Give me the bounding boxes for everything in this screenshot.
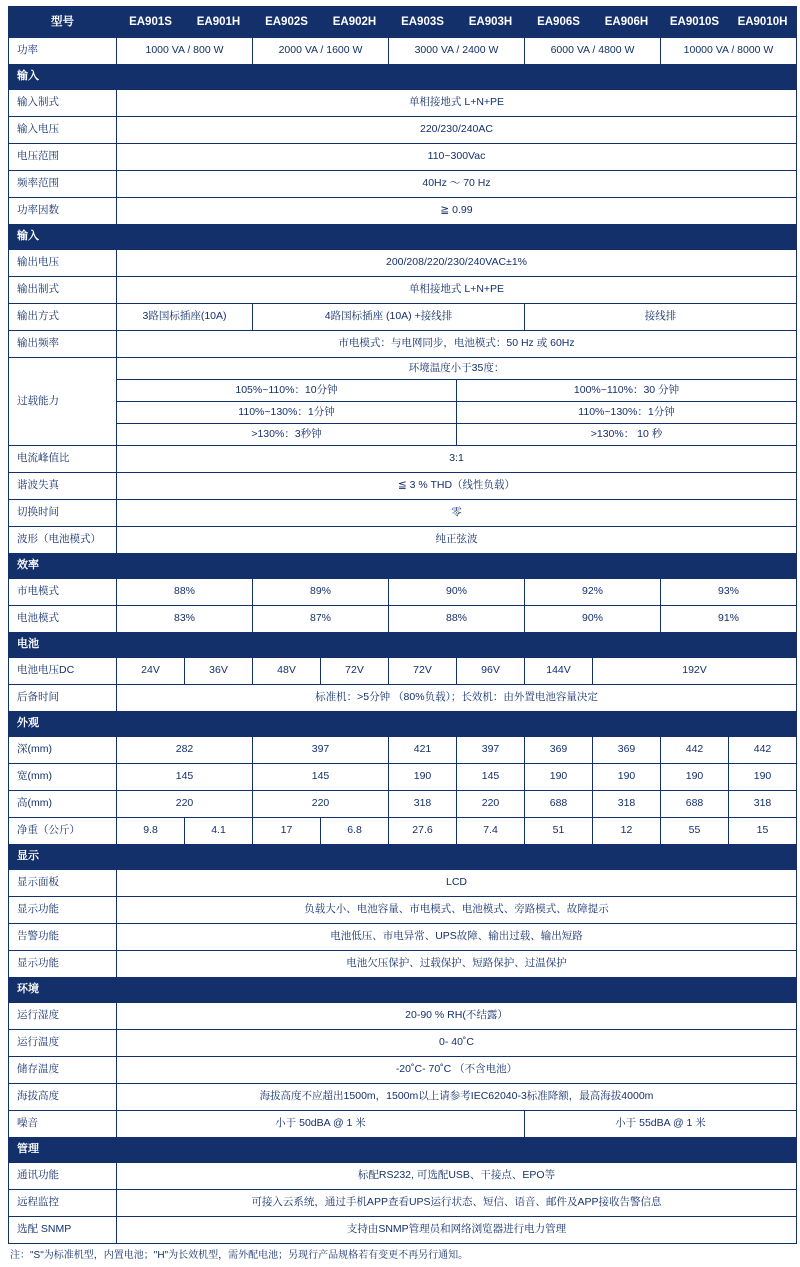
width-7: 190 [661, 764, 729, 791]
battery-backup-value: 标准机：>5分钟 （80%负载）；长效机：由外置电池容量决定 [117, 685, 797, 712]
input-freq-label: 频率范围 [9, 171, 117, 198]
table-header-row [9, 7, 797, 38]
altitude-row [9, 1084, 797, 1111]
output-voltage-label: 输出电压 [9, 250, 117, 277]
overload-note: 环境温度小于35度： [117, 358, 797, 380]
display-func-row [9, 897, 797, 924]
alarm-func-value: 电池低压、市电异常、UPS故障、输出过载、输出短路 [117, 924, 797, 951]
eff-battery-4: 90% [525, 606, 661, 633]
waveform-label: 波形（电池模式） [9, 527, 117, 554]
overload-row-3 [9, 424, 797, 446]
width-6: 190 [593, 764, 661, 791]
transfer-value: 零 [117, 500, 797, 527]
battery-backup-label: 后备时间 [9, 685, 117, 712]
depth-4: 397 [457, 737, 525, 764]
width-label: 宽(mm) [9, 764, 117, 791]
battery-dc-label: 电池电压DC [9, 658, 117, 685]
output-freq-value: 市电模式：与电网同步，电池模式：50 Hz 或 60Hz [117, 331, 797, 358]
crest-row [9, 446, 797, 473]
eff-battery-5: 91% [661, 606, 797, 633]
section-efficiency [9, 554, 797, 579]
width-3: 190 [389, 764, 457, 791]
output-system-label: 输出制式 [9, 277, 117, 304]
section-display-label: 显示 [9, 845, 797, 870]
weight-6: 7.4 [457, 818, 525, 845]
overload-right-3: >130%： 10 秒 [457, 424, 797, 446]
battery-dc-1: 24V [117, 658, 185, 685]
crest-value: 3:1 [117, 446, 797, 473]
overload-right-2: 110%~130%：1分钟 [457, 402, 797, 424]
section-appearance-label: 外观 [9, 712, 797, 737]
power-2k: 2000 VA / 1600 W [253, 38, 389, 65]
eff-mains-4: 92% [525, 579, 661, 606]
overload-row-2 [9, 402, 797, 424]
protect-func-label: 显示功能 [9, 951, 117, 978]
section-input-2 [9, 225, 797, 250]
model-ea901h: EA901H [185, 7, 253, 38]
remote-label: 远程监控 [9, 1190, 117, 1217]
height-4: 220 [457, 791, 525, 818]
model-ea903h: EA903H [457, 7, 525, 38]
alarm-func-label: 告警功能 [9, 924, 117, 951]
protect-func-row [9, 951, 797, 978]
input-freq-value: 40Hz ～ 70 Hz [117, 171, 797, 198]
depth-6: 369 [593, 737, 661, 764]
op-temp-label: 运行温度 [9, 1030, 117, 1057]
overload-note-row [9, 358, 797, 380]
eff-mains-3: 90% [389, 579, 525, 606]
model-ea906h: EA906H [593, 7, 661, 38]
weight-label: 净重（公斤） [9, 818, 117, 845]
section-display [9, 845, 797, 870]
width-8: 190 [729, 764, 797, 791]
width-row [9, 764, 797, 791]
output-system-value: 单相接地式 L+N+PE [117, 277, 797, 304]
battery-backup-row [9, 685, 797, 712]
altitude-label: 海拔高度 [9, 1084, 117, 1111]
noise-value-right: 小于 55dBA @ 1 米 [525, 1111, 797, 1138]
input-voltage-value: 220/230/240AC [117, 117, 797, 144]
crest-label: 电流峰值比 [9, 446, 117, 473]
overload-left-2: 110%~130%：1分钟 [117, 402, 457, 424]
display-panel-value: LCD [117, 870, 797, 897]
remote-value: 可接入云系统，通过手机APP查看UPS运行状态、短信、语音、邮件及APP接收告警信息 [117, 1190, 797, 1217]
battery-dc-5: 72V [389, 658, 457, 685]
battery-dc-row [9, 658, 797, 685]
width-4: 145 [457, 764, 525, 791]
section-input-1-label: 输入 [9, 65, 797, 90]
output-mode-row [9, 304, 797, 331]
power-3k: 3000 VA / 2400 W [389, 38, 525, 65]
height-8: 318 [729, 791, 797, 818]
model-ea901s: EA901S [117, 7, 185, 38]
input-range-row [9, 144, 797, 171]
overload-right-1: 100%~110%：30 分钟 [457, 380, 797, 402]
op-temp-row [9, 1030, 797, 1057]
weight-7: 51 [525, 818, 593, 845]
eff-battery-3: 88% [389, 606, 525, 633]
height-row [9, 791, 797, 818]
depth-7: 442 [661, 737, 729, 764]
display-panel-label: 显示面板 [9, 870, 117, 897]
width-2: 145 [253, 764, 389, 791]
remote-row [9, 1190, 797, 1217]
depth-2: 397 [253, 737, 389, 764]
altitude-value: 海拔高度不应超出1500m，1500m以上请参考IEC62040-3标准降额，最高海拔4000m [117, 1084, 797, 1111]
eff-mains-1: 88% [117, 579, 253, 606]
spec-table [8, 6, 797, 1244]
depth-8: 442 [729, 737, 797, 764]
store-temp-label: 储存温度 [9, 1057, 117, 1084]
comm-value: 标配RS232, 可选配USB、干接点、EPO等 [117, 1163, 797, 1190]
battery-dc-3: 48V [253, 658, 321, 685]
display-func-label: 显示功能 [9, 897, 117, 924]
weight-8: 12 [593, 818, 661, 845]
depth-5: 369 [525, 737, 593, 764]
humidity-row [9, 1003, 797, 1030]
model-ea9010s: EA9010S [661, 7, 729, 38]
waveform-row [9, 527, 797, 554]
section-management-label: 管理 [9, 1138, 797, 1163]
store-temp-row [9, 1057, 797, 1084]
height-2: 220 [253, 791, 389, 818]
output-mode-value-2: 4路国标插座 (10A) +接线排 [253, 304, 525, 331]
input-pf-value: ≧ 0.99 [117, 198, 797, 225]
noise-label: 噪音 [9, 1111, 117, 1138]
power-1k: 1000 VA / 800 W [117, 38, 253, 65]
weight-row [9, 818, 797, 845]
depth-row [9, 737, 797, 764]
noise-row [9, 1111, 797, 1138]
weight-9: 55 [661, 818, 729, 845]
overload-row-1 [9, 380, 797, 402]
weight-10: 15 [729, 818, 797, 845]
section-battery [9, 633, 797, 658]
depth-label: 深(mm) [9, 737, 117, 764]
display-func-value: 负载大小、电池容量、市电模式、电池模式、旁路模式、故障提示 [117, 897, 797, 924]
humidity-label: 运行湿度 [9, 1003, 117, 1030]
eff-mains-label: 市电模式 [9, 579, 117, 606]
transfer-label: 切换时间 [9, 500, 117, 527]
model-ea9010h: EA9010H [729, 7, 797, 38]
battery-dc-6: 96V [457, 658, 525, 685]
section-input-1 [9, 65, 797, 90]
thd-row [9, 473, 797, 500]
height-label: 高(mm) [9, 791, 117, 818]
model-ea903s: EA903S [389, 7, 457, 38]
section-appearance [9, 712, 797, 737]
overload-left-3: >130%：3秒钟 [117, 424, 457, 446]
thd-value: ≦ 3 % THD（线性负载） [117, 473, 797, 500]
battery-dc-7: 144V [525, 658, 593, 685]
thd-label: 谐波失真 [9, 473, 117, 500]
input-voltage-label: 输入电压 [9, 117, 117, 144]
output-mode-value-3: 接线排 [525, 304, 797, 331]
output-mode-value-1: 3路国标插座(10A) [117, 304, 253, 331]
op-temp-value: 0- 40˚C [117, 1030, 797, 1057]
output-freq-label: 输出频率 [9, 331, 117, 358]
input-voltage-row [9, 117, 797, 144]
height-1: 220 [117, 791, 253, 818]
depth-3: 421 [389, 737, 457, 764]
output-voltage-value: 200/208/220/230/240VAC±1% [117, 250, 797, 277]
model-ea906s: EA906S [525, 7, 593, 38]
input-system-row [9, 90, 797, 117]
overload-label: 过载能力 [9, 358, 117, 446]
comm-row [9, 1163, 797, 1190]
weight-1: 9.8 [117, 818, 185, 845]
power-10k: 10000 VA / 8000 W [661, 38, 797, 65]
width-1: 145 [117, 764, 253, 791]
weight-4: 6.8 [321, 818, 389, 845]
snmp-row [9, 1217, 797, 1244]
battery-dc-8: 192V [593, 658, 797, 685]
section-management [9, 1138, 797, 1163]
alarm-func-row [9, 924, 797, 951]
height-5: 688 [525, 791, 593, 818]
output-voltage-row [9, 250, 797, 277]
section-environment [9, 978, 797, 1003]
input-range-value: 110~300Vac [117, 144, 797, 171]
snmp-label: 选配 SNMP [9, 1217, 117, 1244]
output-mode-label: 输出方式 [9, 304, 117, 331]
section-input-2-label: 输入 [9, 225, 797, 250]
noise-value-left: 小于 50dBA @ 1 米 [117, 1111, 525, 1138]
input-system-label: 输入制式 [9, 90, 117, 117]
section-efficiency-label: 效率 [9, 554, 797, 579]
model-ea902h: EA902H [321, 7, 389, 38]
eff-mains-2: 89% [253, 579, 389, 606]
snmp-value: 支持由SNMP管理员和网络浏览器进行电力管理 [117, 1217, 797, 1244]
protect-func-value: 电池欠压保护、过载保护、短路保护、过温保护 [117, 951, 797, 978]
model-ea902s: EA902S [253, 7, 321, 38]
battery-dc-2: 36V [185, 658, 253, 685]
power-6k: 6000 VA / 4800 W [525, 38, 661, 65]
section-battery-label: 电池 [9, 633, 797, 658]
footnote: 注："S"为标准机型，内置电池；"H"为长效机型，需外配电池；另现行产品规格若有变更不再另行通知。 [10, 1250, 469, 1261]
eff-mains-5: 93% [661, 579, 797, 606]
weight-3: 17 [253, 818, 321, 845]
display-panel-row [9, 870, 797, 897]
battery-dc-4: 72V [321, 658, 389, 685]
weight-5: 27.6 [389, 818, 457, 845]
eff-mains-row [9, 579, 797, 606]
eff-battery-label: 电池模式 [9, 606, 117, 633]
weight-2: 4.1 [185, 818, 253, 845]
overload-left-1: 105%~110%：10分钟 [117, 380, 457, 402]
output-system-row [9, 277, 797, 304]
section-environment-label: 环境 [9, 978, 797, 1003]
store-temp-value: -20˚C- 70˚C （不含电池） [117, 1057, 797, 1084]
output-freq-row [9, 331, 797, 358]
input-system-value: 单相接地式 L+N+PE [117, 90, 797, 117]
power-row [9, 38, 797, 65]
transfer-row [9, 500, 797, 527]
waveform-value: 纯正弦波 [117, 527, 797, 554]
input-freq-row [9, 171, 797, 198]
input-range-label: 电压范围 [9, 144, 117, 171]
model-label: 型号 [9, 7, 117, 38]
input-pf-label: 功率因数 [9, 198, 117, 225]
eff-battery-row [9, 606, 797, 633]
comm-label: 通讯功能 [9, 1163, 117, 1190]
height-7: 688 [661, 791, 729, 818]
height-3: 318 [389, 791, 457, 818]
eff-battery-2: 87% [253, 606, 389, 633]
width-5: 190 [525, 764, 593, 791]
power-label: 功率 [9, 38, 117, 65]
eff-battery-1: 83% [117, 606, 253, 633]
humidity-value: 20-90 % RH(不结露） [117, 1003, 797, 1030]
input-pf-row [9, 198, 797, 225]
depth-1: 282 [117, 737, 253, 764]
height-6: 318 [593, 791, 661, 818]
